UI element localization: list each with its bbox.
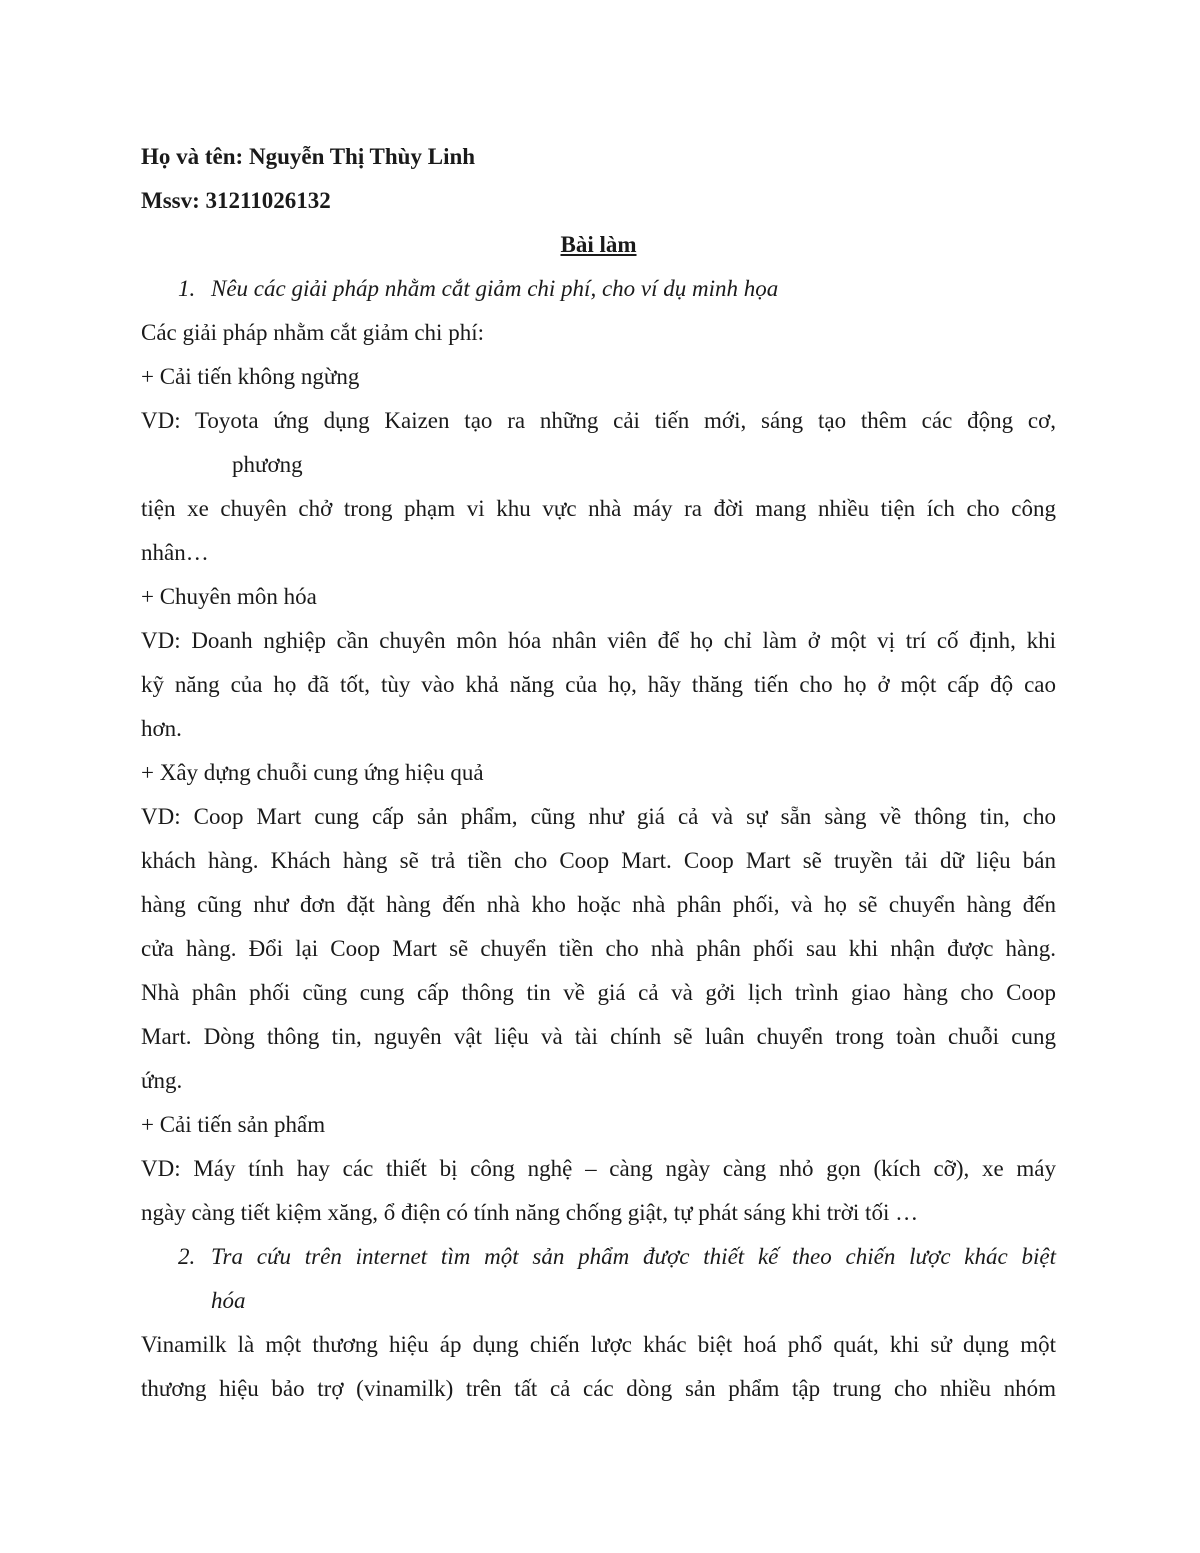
- question-2-line: hóa: [211, 1288, 246, 1313]
- solution-3-example-line: cửa hàng. Đổi lại Coop Mart sẽ chuyển tiền cho nhà phân phối sau khi nhận được hàng.: [141, 936, 1056, 961]
- solution-1-heading: + Cải tiến không ngừng: [141, 364, 360, 389]
- solution-3-example-line: Nhà phân phối cũng cung cấp thông tin về giá cả và gởi lịch trình giao hàng cho Coop: [141, 980, 1056, 1005]
- solution-1-example-line: tiện xe chuyên chở trong phạm vi khu vực nhà máy ra đời mang nhiều tiện ích cho công: [141, 496, 1056, 521]
- student-id-line: Mssv: 31211026132: [141, 188, 331, 213]
- solutions-intro: Các giải pháp nhằm cắt giảm chi phí:: [141, 320, 484, 345]
- document-title-text: Bài làm: [560, 232, 637, 257]
- solution-3-example-line: Mart. Dòng thông tin, nguyên vật liệu và tài chính sẽ luân chuyển trong toàn chuỗi cung: [141, 1024, 1056, 1049]
- document-title: [141, 230, 1056, 260]
- student-name-line: Họ và tên: Nguyễn Thị Thùy Linh: [141, 144, 476, 169]
- solution-4-example-line: ngày càng tiết kiệm xăng, ổ điện có tính năng chống giật, tự phát sáng khi trời tối …: [141, 1200, 919, 1225]
- solution-2-heading: + Chuyên môn hóa: [141, 584, 317, 609]
- solution-4-heading: + Cải tiến sản phẩm: [141, 1112, 326, 1137]
- question-2-line: Tra cứu trên internet tìm một sản phẩm được thiết kế theo chiến lược khác biệt: [211, 1244, 1056, 1269]
- solution-2-example-line: kỹ năng của họ đã tốt, tùy vào khả năng của họ, hãy thăng tiến cho họ ở một cấp độ cao: [141, 672, 1056, 697]
- solution-1-example-line: nhân…: [141, 540, 209, 565]
- solution-2-example-line: hơn.: [141, 716, 182, 741]
- solution-1-example-line: phương: [232, 452, 303, 477]
- solution-2-example-line: VD: Doanh nghiệp cần chuyên môn hóa nhân viên để họ chỉ làm ở một vị trí cố định, khi: [141, 628, 1056, 653]
- answer-2-line: Vinamilk là một thương hiệu áp dụng chiến lược khác biệt hoá phổ quát, khi sử dụng một: [141, 1332, 1056, 1357]
- question-1-number: 1.: [178, 276, 196, 301]
- solution-3-example-line: hàng cũng như đơn đặt hàng đến nhà kho hoặc nhà phân phối, và họ sẽ chuyển hàng đến: [141, 892, 1056, 917]
- question-2-number: 2.: [178, 1244, 196, 1269]
- solution-3-example-line: VD: Coop Mart cung cấp sản phẩm, cũng như giá cả và sự sẵn sàng về thông tin, cho: [141, 804, 1056, 829]
- answer-2-line: thương hiệu bảo trợ (vinamilk) trên tất cả các dòng sản phẩm tập trung cho nhiều nhóm: [141, 1376, 1056, 1401]
- question-1-text: Nêu các giải pháp nhằm cắt giảm chi phí, cho ví dụ minh họa: [211, 276, 779, 301]
- solution-4-example-line: VD: Máy tính hay các thiết bị công nghệ – càng ngày càng nhỏ gọn (kích cỡ), xe máy: [141, 1156, 1056, 1181]
- solution-3-example-line: ứng.: [141, 1068, 183, 1093]
- solution-1-example-line: VD: Toyota ứng dụng Kaizen tạo ra những cải tiến mới, sáng tạo thêm các động cơ,: [141, 408, 1056, 433]
- solution-3-heading: + Xây dựng chuỗi cung ứng hiệu quả: [141, 760, 484, 785]
- solution-3-example-line: khách hàng. Khách hàng sẽ trả tiền cho Coop Mart. Coop Mart sẽ truyền tải dữ liệu bán: [141, 848, 1056, 873]
